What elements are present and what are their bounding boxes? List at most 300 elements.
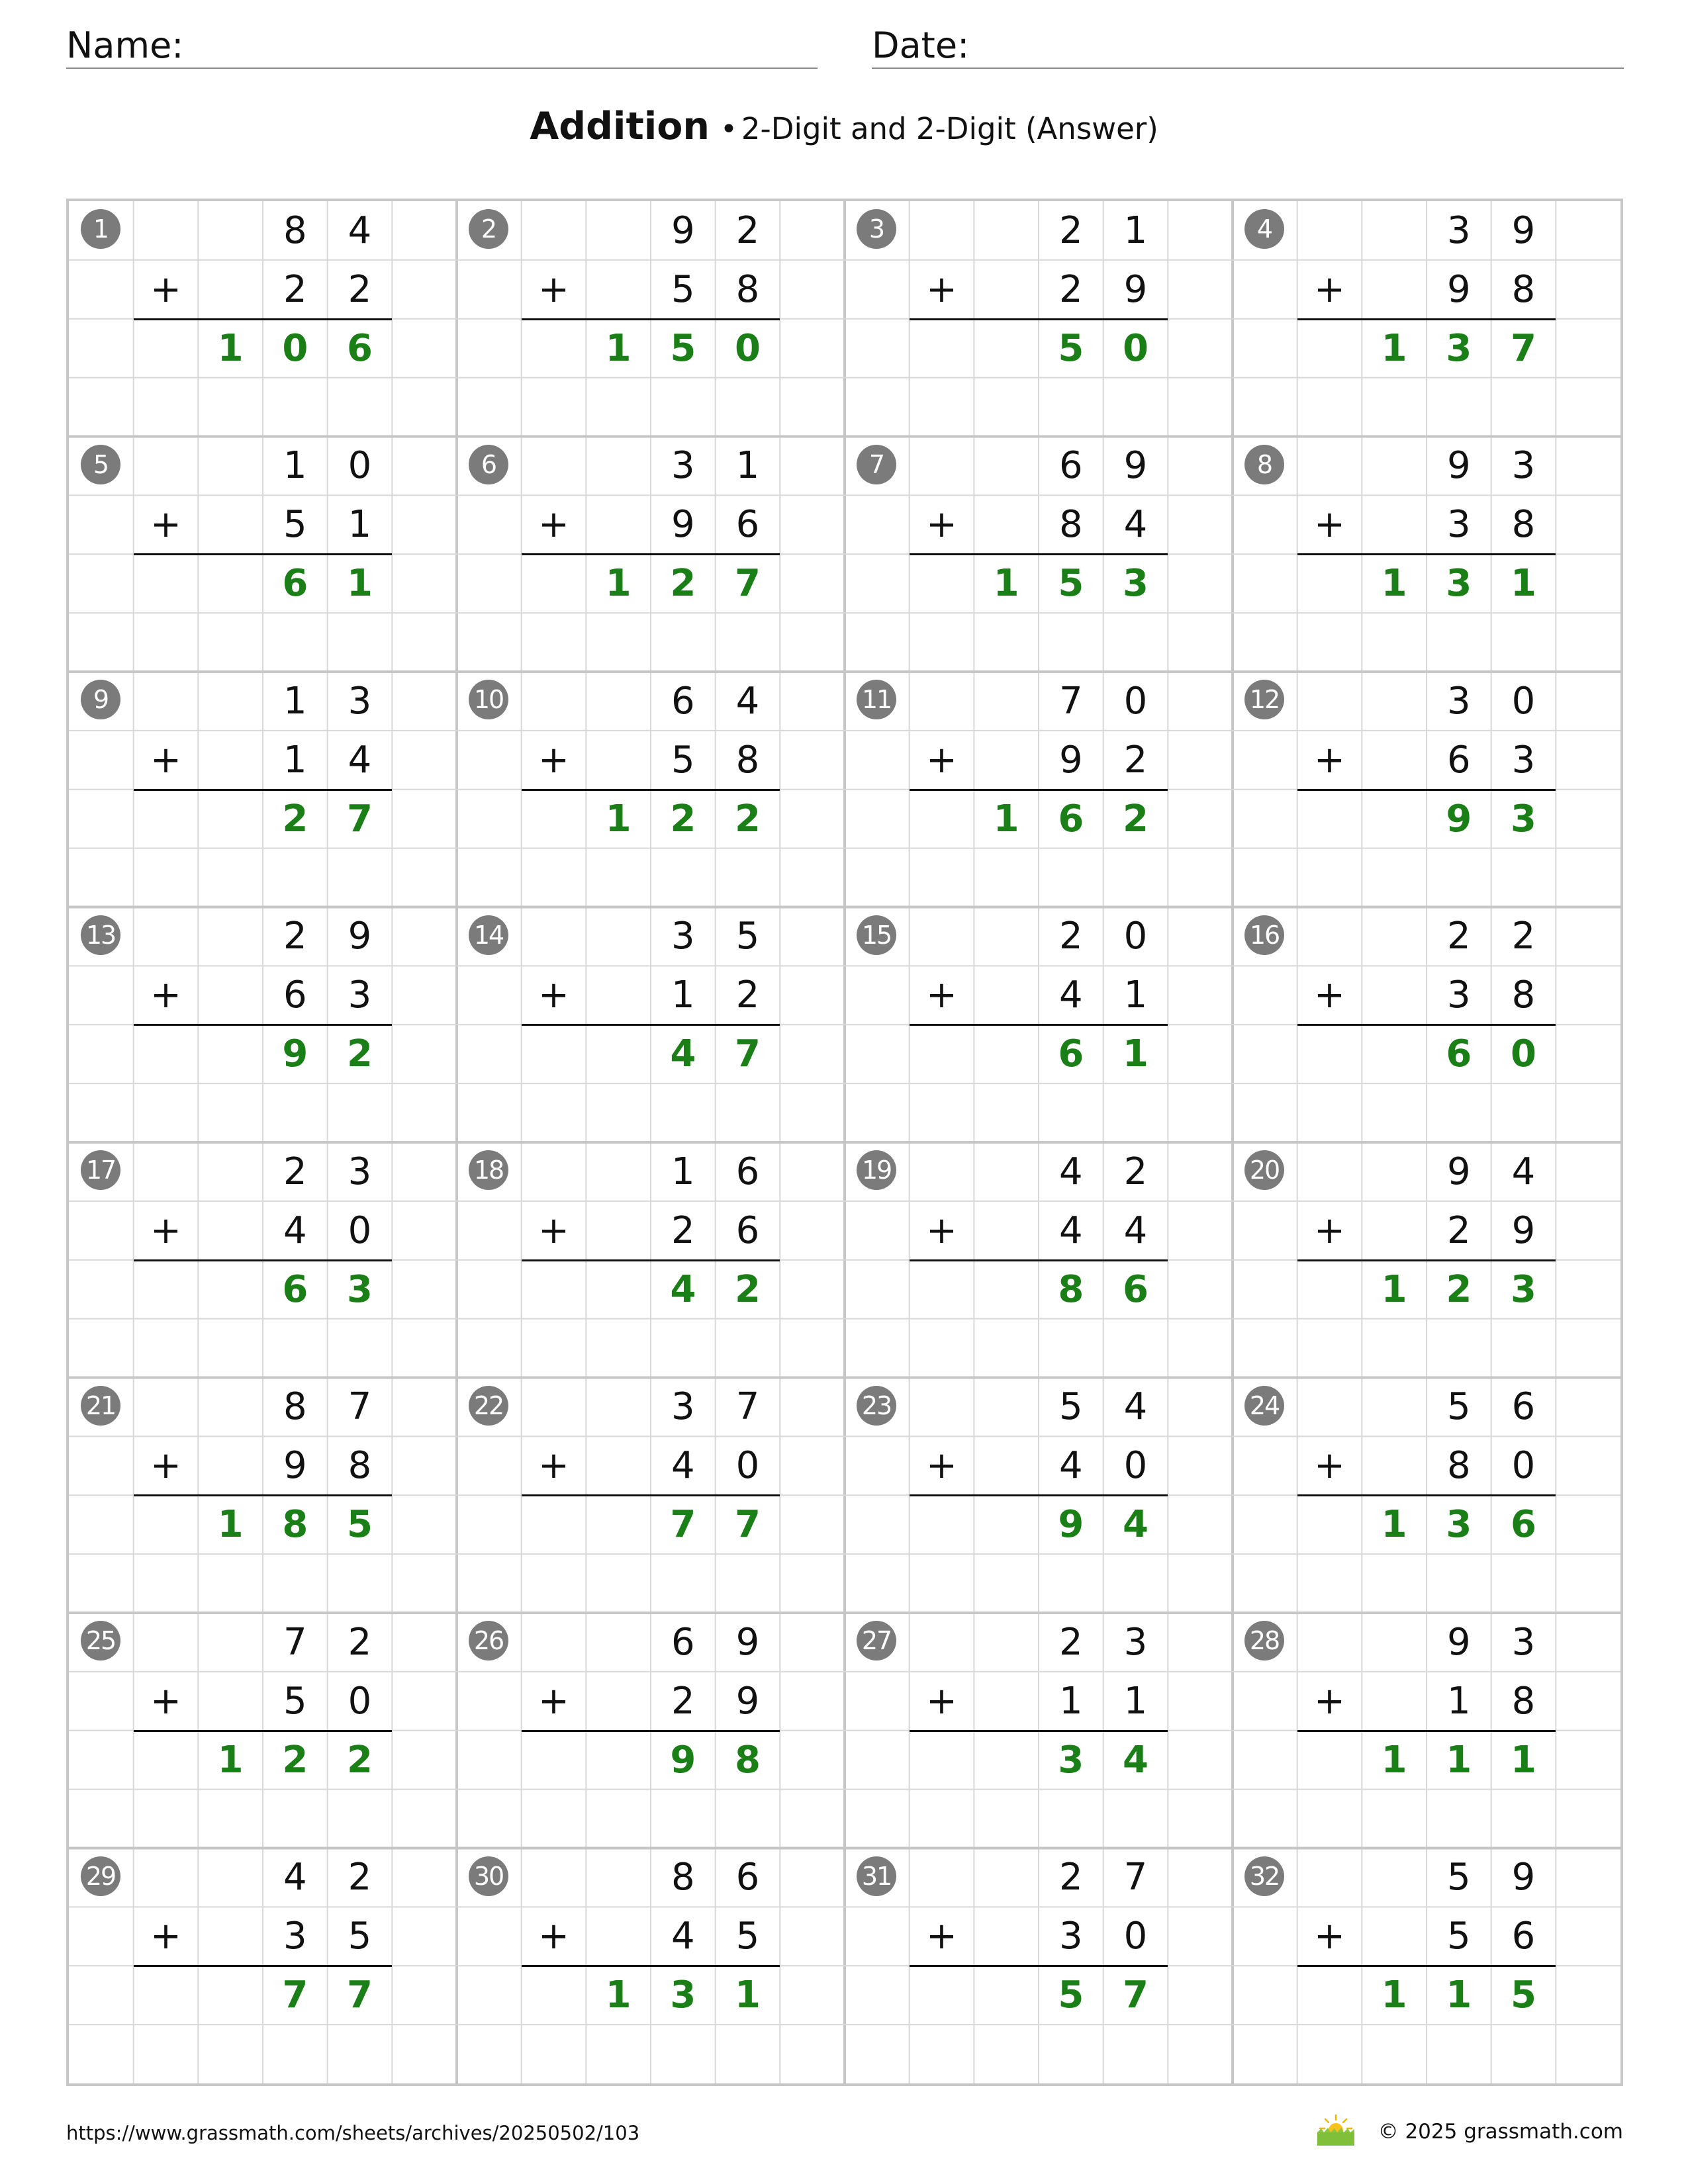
addend-top-digit: 2 bbox=[1059, 208, 1083, 252]
sun-over-grass-icon bbox=[1316, 2114, 1356, 2150]
addend-bottom-digit: 0 bbox=[348, 1208, 372, 1252]
addend-bottom-digit: 2 bbox=[1123, 738, 1148, 782]
addend-bottom-digit: 8 bbox=[1447, 1444, 1471, 1488]
addend-top-digit: 3 bbox=[1511, 444, 1536, 488]
problem-number-badge: 30 bbox=[469, 1856, 508, 1896]
addend-top-digit: 7 bbox=[348, 1385, 372, 1429]
plus-sign: + bbox=[1314, 1208, 1345, 1252]
addend-top-digit: 3 bbox=[1123, 1620, 1148, 1664]
answer-digit: 5 bbox=[347, 1503, 373, 1547]
answer-digit: 5 bbox=[1511, 1974, 1536, 2017]
addend-top-digit: 6 bbox=[1511, 1385, 1536, 1429]
plus-sign: + bbox=[538, 738, 569, 782]
addend-top-digit: 3 bbox=[348, 1150, 372, 1193]
addend-bottom-digit: 5 bbox=[348, 1915, 372, 1958]
addend-top-digit: 4 bbox=[735, 679, 760, 723]
answer-digit: 1 bbox=[735, 1974, 761, 2017]
problem-number-badge: 27 bbox=[857, 1621, 896, 1661]
answer-digit: 2 bbox=[282, 1738, 308, 1782]
problem-32 bbox=[1233, 1848, 1622, 2084]
plus-sign: + bbox=[926, 267, 957, 311]
problem-26 bbox=[457, 1613, 846, 1848]
plus-sign: + bbox=[150, 267, 181, 311]
date-label: Date: bbox=[872, 24, 970, 66]
answer-digit: 3 bbox=[1511, 797, 1536, 841]
answer-digit: 1 bbox=[605, 797, 632, 841]
problem-23 bbox=[845, 1378, 1234, 1614]
plus-sign: + bbox=[538, 974, 569, 1017]
answer-digit: 3 bbox=[670, 1974, 696, 2017]
problem-number-badge: 4 bbox=[1244, 209, 1284, 249]
addend-bottom-digit: 0 bbox=[1123, 1915, 1148, 1958]
problem-1 bbox=[69, 201, 458, 437]
addend-bottom-digit: 3 bbox=[283, 1915, 307, 1958]
answer-digit: 7 bbox=[282, 1974, 308, 2017]
answer-digit: 3 bbox=[347, 1267, 373, 1311]
answer-digit: 4 bbox=[670, 1032, 696, 1076]
addend-bottom-digit: 6 bbox=[283, 974, 307, 1017]
problem-16 bbox=[1233, 907, 1622, 1143]
plus-sign: + bbox=[1314, 974, 1345, 1017]
addend-bottom-digit: 8 bbox=[1059, 503, 1083, 547]
answer-digit: 1 bbox=[217, 1503, 244, 1547]
answer-digit: 6 bbox=[1058, 797, 1084, 841]
addend-top-digit: 4 bbox=[1511, 1150, 1536, 1193]
addend-top-digit: 8 bbox=[671, 1856, 695, 1899]
answer-digit: 9 bbox=[670, 1738, 696, 1782]
answer-digit: 2 bbox=[347, 1738, 373, 1782]
plus-sign: + bbox=[926, 1915, 957, 1958]
answer-digit: 3 bbox=[1123, 562, 1149, 606]
plus-sign: + bbox=[150, 1915, 181, 1958]
addend-bottom-digit: 8 bbox=[735, 267, 760, 311]
problem-number-badge: 2 bbox=[469, 209, 508, 249]
problem-8 bbox=[1233, 437, 1622, 672]
addend-top-digit: 9 bbox=[1511, 1856, 1536, 1899]
problem-number-badge: 15 bbox=[857, 915, 896, 955]
problem-number-badge: 32 bbox=[1244, 1856, 1284, 1896]
addend-bottom-digit: 9 bbox=[1447, 267, 1471, 311]
plus-sign: + bbox=[150, 738, 181, 782]
answer-digit: 1 bbox=[1381, 562, 1407, 606]
answer-digit: 2 bbox=[1446, 1267, 1472, 1311]
addend-top-digit: 2 bbox=[348, 1856, 372, 1899]
plus-sign: + bbox=[150, 1208, 181, 1252]
addend-bottom-digit: 4 bbox=[348, 738, 372, 782]
addend-bottom-digit: 8 bbox=[1511, 267, 1536, 311]
problem-30 bbox=[457, 1848, 846, 2084]
plus-sign: + bbox=[538, 1679, 569, 1723]
answer-digit: 5 bbox=[1058, 562, 1084, 606]
addend-bottom-digit: 9 bbox=[1123, 267, 1148, 311]
answer-digit: 7 bbox=[347, 1974, 373, 2017]
addend-top-digit: 2 bbox=[735, 208, 760, 252]
addend-top-digit: 7 bbox=[283, 1620, 307, 1664]
plus-sign: + bbox=[538, 1915, 569, 1958]
problem-number-badge: 10 bbox=[469, 680, 508, 719]
problem-31 bbox=[845, 1848, 1234, 2084]
addend-top-digit: 3 bbox=[1447, 208, 1471, 252]
answer-digit: 7 bbox=[1511, 326, 1536, 370]
addend-top-digit: 4 bbox=[348, 208, 372, 252]
answer-digit: 4 bbox=[1123, 1738, 1149, 1782]
addend-bottom-digit: 3 bbox=[1511, 738, 1536, 782]
problem-number-badge: 22 bbox=[469, 1386, 508, 1426]
addend-top-digit: 2 bbox=[348, 1620, 372, 1664]
plus-sign: + bbox=[926, 1208, 957, 1252]
answer-digit: 6 bbox=[1446, 1032, 1472, 1076]
answer-digit: 5 bbox=[670, 326, 696, 370]
problem-28 bbox=[1233, 1613, 1622, 1848]
answer-digit: 1 bbox=[347, 562, 373, 606]
answer-digit: 1 bbox=[605, 1974, 632, 2017]
addend-top-digit: 1 bbox=[1123, 208, 1148, 252]
addend-top-digit: 1 bbox=[283, 444, 307, 488]
addend-top-digit: 2 bbox=[283, 1150, 307, 1193]
addend-bottom-digit: 2 bbox=[735, 974, 760, 1017]
addend-top-digit: 2 bbox=[1059, 1856, 1083, 1899]
problem-22 bbox=[457, 1378, 846, 1614]
addend-bottom-digit: 8 bbox=[1511, 974, 1536, 1017]
answer-digit: 6 bbox=[282, 562, 308, 606]
addend-bottom-digit: 8 bbox=[735, 738, 760, 782]
problem-number-badge: 11 bbox=[857, 680, 896, 719]
addend-top-digit: 1 bbox=[283, 679, 307, 723]
problem-number-badge: 28 bbox=[1244, 1621, 1284, 1661]
plus-sign: + bbox=[1314, 738, 1345, 782]
addend-bottom-digit: 8 bbox=[1511, 503, 1536, 547]
answer-digit: 2 bbox=[735, 1267, 761, 1311]
answer-digit: 7 bbox=[1123, 1974, 1149, 2017]
addend-top-digit: 3 bbox=[1511, 1620, 1536, 1664]
addend-top-digit: 5 bbox=[1447, 1385, 1471, 1429]
problem-number-badge: 12 bbox=[1244, 680, 1284, 719]
addend-bottom-digit: 6 bbox=[1447, 738, 1471, 782]
addend-top-digit: 0 bbox=[348, 444, 372, 488]
addend-bottom-digit: 5 bbox=[1447, 1915, 1471, 1958]
problem-25 bbox=[69, 1613, 458, 1848]
addend-bottom-digit: 0 bbox=[1123, 1444, 1148, 1488]
addend-bottom-digit: 4 bbox=[283, 1208, 307, 1252]
problem-18 bbox=[457, 1142, 846, 1378]
problem-27 bbox=[845, 1613, 1234, 1848]
addend-bottom-digit: 6 bbox=[1511, 1915, 1536, 1958]
addend-top-digit: 0 bbox=[1511, 679, 1536, 723]
addend-top-digit: 5 bbox=[1059, 1385, 1083, 1429]
answer-digit: 1 bbox=[1446, 1974, 1472, 2017]
problem-number-badge: 5 bbox=[81, 445, 120, 484]
answer-digit: 3 bbox=[1446, 1503, 1472, 1547]
addend-bottom-digit: 0 bbox=[1511, 1444, 1536, 1488]
problem-number-badge: 20 bbox=[1244, 1150, 1284, 1190]
answer-digit: 2 bbox=[670, 562, 696, 606]
plus-sign: + bbox=[1314, 1915, 1345, 1958]
problem-17 bbox=[69, 1142, 458, 1378]
addend-top-digit: 2 bbox=[283, 915, 307, 958]
addend-bottom-digit: 0 bbox=[348, 1679, 372, 1723]
answer-digit: 6 bbox=[1511, 1503, 1536, 1547]
answer-digit: 0 bbox=[1123, 326, 1149, 370]
addend-top-digit: 1 bbox=[671, 1150, 695, 1193]
problem-10 bbox=[457, 672, 846, 907]
problem-13 bbox=[69, 907, 458, 1143]
name-field[interactable] bbox=[66, 24, 818, 69]
problem-number-badge: 14 bbox=[469, 915, 508, 955]
addend-bottom-digit: 8 bbox=[348, 1444, 372, 1488]
answer-digit: 8 bbox=[1058, 1267, 1084, 1311]
addend-top-digit: 3 bbox=[1447, 679, 1471, 723]
addend-bottom-digit: 2 bbox=[671, 1208, 695, 1252]
addend-bottom-digit: 8 bbox=[1511, 1679, 1536, 1723]
addend-top-digit: 9 bbox=[735, 1620, 760, 1664]
answer-digit: 5 bbox=[1058, 326, 1084, 370]
addend-bottom-digit: 9 bbox=[1511, 1208, 1536, 1252]
problem-29 bbox=[69, 1848, 458, 2084]
problem-number-badge: 16 bbox=[1244, 915, 1284, 955]
addend-bottom-digit: 9 bbox=[1059, 738, 1083, 782]
answer-digit: 0 bbox=[1511, 1032, 1536, 1076]
problem-number-badge: 21 bbox=[81, 1386, 120, 1426]
problem-number-badge: 23 bbox=[857, 1386, 896, 1426]
problem-number-badge: 24 bbox=[1244, 1386, 1284, 1426]
addend-bottom-digit: 5 bbox=[671, 267, 695, 311]
problem-5 bbox=[69, 437, 458, 672]
answer-digit: 1 bbox=[1381, 326, 1407, 370]
answer-digit: 1 bbox=[1381, 1738, 1407, 1782]
plus-sign: + bbox=[538, 267, 569, 311]
plus-sign: + bbox=[926, 974, 957, 1017]
problem-number-badge: 6 bbox=[469, 445, 508, 484]
problem-7 bbox=[845, 437, 1234, 672]
addend-top-digit: 2 bbox=[1059, 1620, 1083, 1664]
addend-bottom-digit: 1 bbox=[283, 738, 307, 782]
plus-sign: + bbox=[1314, 503, 1345, 547]
answer-digit: 8 bbox=[282, 1503, 308, 1547]
addend-bottom-digit: 4 bbox=[671, 1444, 695, 1488]
addend-bottom-digit: 9 bbox=[671, 503, 695, 547]
addend-bottom-digit: 9 bbox=[735, 1679, 760, 1723]
answer-digit: 1 bbox=[1381, 1267, 1407, 1311]
addend-bottom-digit: 6 bbox=[735, 503, 760, 547]
problem-number-badge: 26 bbox=[469, 1621, 508, 1661]
plus-sign: + bbox=[926, 738, 957, 782]
addend-bottom-digit: 2 bbox=[1059, 267, 1083, 311]
addend-top-digit: 6 bbox=[671, 679, 695, 723]
addend-top-digit: 2 bbox=[1447, 915, 1471, 958]
addend-top-digit: 3 bbox=[348, 679, 372, 723]
addend-bottom-digit: 6 bbox=[735, 1208, 760, 1252]
plus-sign: + bbox=[926, 1679, 957, 1723]
addend-bottom-digit: 9 bbox=[283, 1444, 307, 1488]
answer-digit: 2 bbox=[347, 1032, 373, 1076]
answer-digit: 5 bbox=[1058, 1974, 1084, 2017]
problem-number-badge: 13 bbox=[81, 915, 120, 955]
problem-2 bbox=[457, 201, 846, 437]
addend-bottom-digit: 4 bbox=[1059, 974, 1083, 1017]
problem-15 bbox=[845, 907, 1234, 1143]
addend-bottom-digit: 1 bbox=[348, 503, 372, 547]
answer-digit: 1 bbox=[1511, 1738, 1536, 1782]
answer-digit: 3 bbox=[1446, 562, 1472, 606]
title-subtitle: 2-Digit and 2-Digit (Answer) bbox=[741, 111, 1158, 146]
addend-top-digit: 9 bbox=[1511, 208, 1536, 252]
problem-number-badge: 17 bbox=[81, 1150, 120, 1190]
addend-top-digit: 2 bbox=[1059, 915, 1083, 958]
addend-top-digit: 6 bbox=[1059, 444, 1083, 488]
answer-digit: 3 bbox=[1511, 1267, 1536, 1311]
answer-digit: 9 bbox=[1446, 797, 1472, 841]
problem-21 bbox=[69, 1378, 458, 1614]
plus-sign: + bbox=[926, 1444, 957, 1488]
answer-digit: 4 bbox=[670, 1267, 696, 1311]
problem-6 bbox=[457, 437, 846, 672]
answer-digit: 0 bbox=[735, 326, 761, 370]
answer-digit: 1 bbox=[1446, 1738, 1472, 1782]
answer-digit: 7 bbox=[347, 797, 373, 841]
addend-bottom-digit: 4 bbox=[1059, 1444, 1083, 1488]
answer-digit: 2 bbox=[735, 797, 761, 841]
addend-top-digit: 3 bbox=[671, 444, 695, 488]
addend-bottom-digit: 1 bbox=[671, 974, 695, 1017]
footer-url: https://www.grassmath.com/sheets/archives/20250502/103 bbox=[66, 2122, 640, 2144]
addend-bottom-digit: 4 bbox=[1123, 1208, 1148, 1252]
answer-digit: 9 bbox=[282, 1032, 308, 1076]
problem-20 bbox=[1233, 1142, 1622, 1378]
date-field[interactable] bbox=[872, 24, 1624, 69]
problem-11 bbox=[845, 672, 1234, 907]
title-separator: • bbox=[720, 113, 737, 146]
addend-bottom-digit: 3 bbox=[1059, 1915, 1083, 1958]
addend-bottom-digit: 1 bbox=[1447, 1679, 1471, 1723]
problem-number-badge: 7 bbox=[857, 445, 896, 484]
addend-bottom-digit: 5 bbox=[735, 1915, 760, 1958]
addend-bottom-digit: 0 bbox=[735, 1444, 760, 1488]
addend-top-digit: 2 bbox=[1511, 915, 1536, 958]
footer-brand bbox=[1316, 2114, 1623, 2150]
addend-top-digit: 0 bbox=[1123, 915, 1148, 958]
problem-number-badge: 19 bbox=[857, 1150, 896, 1190]
addend-top-digit: 6 bbox=[671, 1620, 695, 1664]
problem-12 bbox=[1233, 672, 1622, 907]
problem-number-badge: 31 bbox=[857, 1856, 896, 1896]
addend-top-digit: 1 bbox=[735, 444, 760, 488]
worksheet-grid bbox=[66, 199, 1623, 2086]
addend-bottom-digit: 4 bbox=[1123, 503, 1148, 547]
addend-top-digit: 6 bbox=[735, 1856, 760, 1899]
plus-sign: + bbox=[1314, 267, 1345, 311]
problem-14 bbox=[457, 907, 846, 1143]
answer-digit: 1 bbox=[1511, 562, 1536, 606]
answer-digit: 3 bbox=[1058, 1738, 1084, 1782]
addend-top-digit: 9 bbox=[1447, 1150, 1471, 1193]
answer-digit: 2 bbox=[282, 797, 308, 841]
addend-top-digit: 9 bbox=[348, 915, 372, 958]
addend-top-digit: 6 bbox=[735, 1150, 760, 1193]
addend-bottom-digit: 5 bbox=[283, 1679, 307, 1723]
addend-top-digit: 9 bbox=[671, 208, 695, 252]
addend-bottom-digit: 1 bbox=[1123, 974, 1148, 1017]
answer-digit: 1 bbox=[993, 562, 1019, 606]
addend-top-digit: 4 bbox=[1059, 1150, 1083, 1193]
title-main: Addition bbox=[530, 105, 710, 148]
answer-digit: 1 bbox=[605, 562, 632, 606]
addend-bottom-digit: 5 bbox=[283, 503, 307, 547]
problem-number-badge: 3 bbox=[857, 209, 896, 249]
page-title bbox=[0, 105, 1688, 148]
addend-top-digit: 7 bbox=[1123, 1856, 1148, 1899]
answer-digit: 1 bbox=[605, 326, 632, 370]
plus-sign: + bbox=[926, 503, 957, 547]
answer-digit: 7 bbox=[735, 562, 761, 606]
answer-digit: 0 bbox=[282, 326, 308, 370]
problem-number-badge: 18 bbox=[469, 1150, 508, 1190]
problem-3 bbox=[845, 201, 1234, 437]
name-label: Name: bbox=[66, 24, 184, 66]
problem-number-badge: 8 bbox=[1244, 445, 1284, 484]
addend-bottom-digit: 2 bbox=[1447, 1208, 1471, 1252]
addend-top-digit: 8 bbox=[283, 208, 307, 252]
addend-bottom-digit: 3 bbox=[1447, 503, 1471, 547]
answer-digit: 1 bbox=[1381, 1503, 1407, 1547]
plus-sign: + bbox=[1314, 1444, 1345, 1488]
addend-bottom-digit: 4 bbox=[671, 1915, 695, 1958]
addend-bottom-digit: 2 bbox=[348, 267, 372, 311]
addend-top-digit: 9 bbox=[1447, 1620, 1471, 1664]
plus-sign: + bbox=[538, 503, 569, 547]
answer-digit: 7 bbox=[735, 1503, 761, 1547]
answer-digit: 9 bbox=[1058, 1503, 1084, 1547]
addend-top-digit: 5 bbox=[1447, 1856, 1471, 1899]
answer-digit: 6 bbox=[282, 1267, 308, 1311]
addend-top-digit: 3 bbox=[671, 915, 695, 958]
addend-top-digit: 9 bbox=[1123, 444, 1148, 488]
addend-bottom-digit: 3 bbox=[348, 974, 372, 1017]
addend-bottom-digit: 2 bbox=[283, 267, 307, 311]
plus-sign: + bbox=[150, 1444, 181, 1488]
addend-top-digit: 9 bbox=[1447, 444, 1471, 488]
problem-19 bbox=[845, 1142, 1234, 1378]
addend-top-digit: 7 bbox=[1059, 679, 1083, 723]
problem-number-badge: 9 bbox=[81, 680, 120, 719]
answer-digit: 1 bbox=[217, 326, 244, 370]
addend-bottom-digit: 5 bbox=[671, 738, 695, 782]
addend-bottom-digit: 4 bbox=[1059, 1208, 1083, 1252]
plus-sign: + bbox=[150, 503, 181, 547]
addend-top-digit: 3 bbox=[671, 1385, 695, 1429]
answer-digit: 1 bbox=[993, 797, 1019, 841]
answer-digit: 3 bbox=[1446, 326, 1472, 370]
addend-bottom-digit: 1 bbox=[1059, 1679, 1083, 1723]
answer-digit: 1 bbox=[1123, 1032, 1149, 1076]
addend-top-digit: 4 bbox=[1123, 1385, 1148, 1429]
footer-copyright: © 2025 grassmath.com bbox=[1378, 2120, 1623, 2144]
answer-digit: 6 bbox=[1123, 1267, 1149, 1311]
answer-digit: 2 bbox=[1123, 797, 1149, 841]
plus-sign: + bbox=[150, 974, 181, 1017]
addend-bottom-digit: 2 bbox=[671, 1679, 695, 1723]
answer-digit: 7 bbox=[735, 1032, 761, 1076]
problem-number-badge: 29 bbox=[81, 1856, 120, 1896]
addend-bottom-digit: 1 bbox=[1123, 1679, 1148, 1723]
problem-number-badge: 25 bbox=[81, 1621, 120, 1661]
plus-sign: + bbox=[538, 1444, 569, 1488]
answer-digit: 1 bbox=[1381, 1974, 1407, 2017]
addend-top-digit: 7 bbox=[735, 1385, 760, 1429]
answer-digit: 1 bbox=[217, 1738, 244, 1782]
plus-sign: + bbox=[1314, 1679, 1345, 1723]
problem-4 bbox=[1233, 201, 1622, 437]
addend-top-digit: 0 bbox=[1123, 679, 1148, 723]
